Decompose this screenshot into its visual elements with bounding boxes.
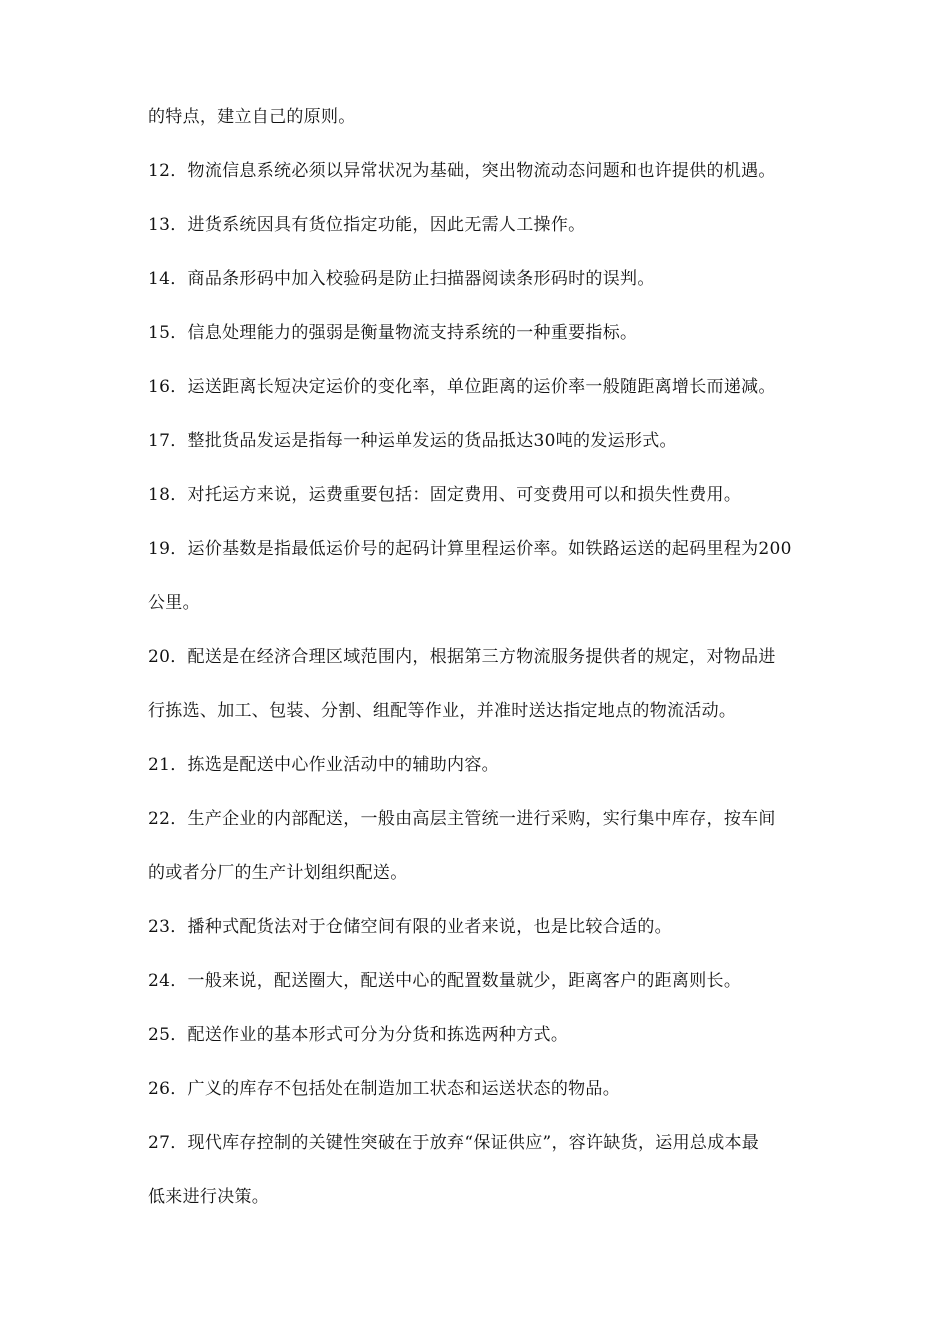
text-line: 19．运价基数是指最低运价号的起码计算里程运价率。如铁路运送的起码里程为200 xyxy=(148,539,792,559)
text-line: 14．商品条形码中加入校验码是防止扫描器阅读条形码时的误判。 xyxy=(148,269,655,289)
text-line: 13．进货系统因具有货位指定功能，因此无需人工操作。 xyxy=(148,215,586,235)
text-line: 的或者分厂的生产计划组织配送。 xyxy=(148,863,408,883)
text-line: 25．配送作业的基本形式可分为分货和拣选两种方式。 xyxy=(148,1025,569,1045)
text-line: 17．整批货品发运是指每一种运单发运的货品抵达30吨的发运形式。 xyxy=(148,431,677,451)
text-line: 22．生产企业的内部配送，一般由高层主管统一进行采购，实行集中库存，按车间 xyxy=(148,809,776,829)
text-line: 18．对托运方来说，运费重要包括：固定费用、可变费用可以和损失性费用。 xyxy=(148,485,742,505)
text-line: 27．现代库存控制的关键性突破在于放弃“保证供应”，容许缺货，运用总成本最 xyxy=(148,1133,760,1153)
text-line: 20．配送是在经济合理区域范围内，根据第三方物流服务提供者的规定，对物品进 xyxy=(148,647,776,667)
text-line: 低来进行决策。 xyxy=(148,1187,270,1207)
text-line: 26．广义的库存不包括处在制造加工状态和运送状态的物品。 xyxy=(148,1079,621,1099)
text-line: 23．播种式配货法对于仓储空间有限的业者来说，也是比较合适的。 xyxy=(148,917,672,937)
text-line: 行拣选、加工、包装、分割、组配等作业，并准时送达指定地点的物流活动。 xyxy=(148,701,737,721)
text-line: 21．拣选是配送中心作业活动中的辅助内容。 xyxy=(148,755,499,775)
text-line: 15．信息处理能力的强弱是衡量物流支持系统的一种重要指标。 xyxy=(148,323,638,343)
text-line: 的特点，建立自己的原则。 xyxy=(148,107,356,127)
text-line: 12．物流信息系统必须以异常状况为基础，突出物流动态问题和也许提供的机遇。 xyxy=(148,161,776,181)
text-line: 公里。 xyxy=(148,593,200,613)
text-line: 16．运送距离长短决定运价的变化率，单位距离的运价率一般随距离增长而递减。 xyxy=(148,377,776,397)
text-line: 24．一般来说，配送圈大，配送中心的配置数量就少，距离客户的距离则长。 xyxy=(148,971,742,991)
